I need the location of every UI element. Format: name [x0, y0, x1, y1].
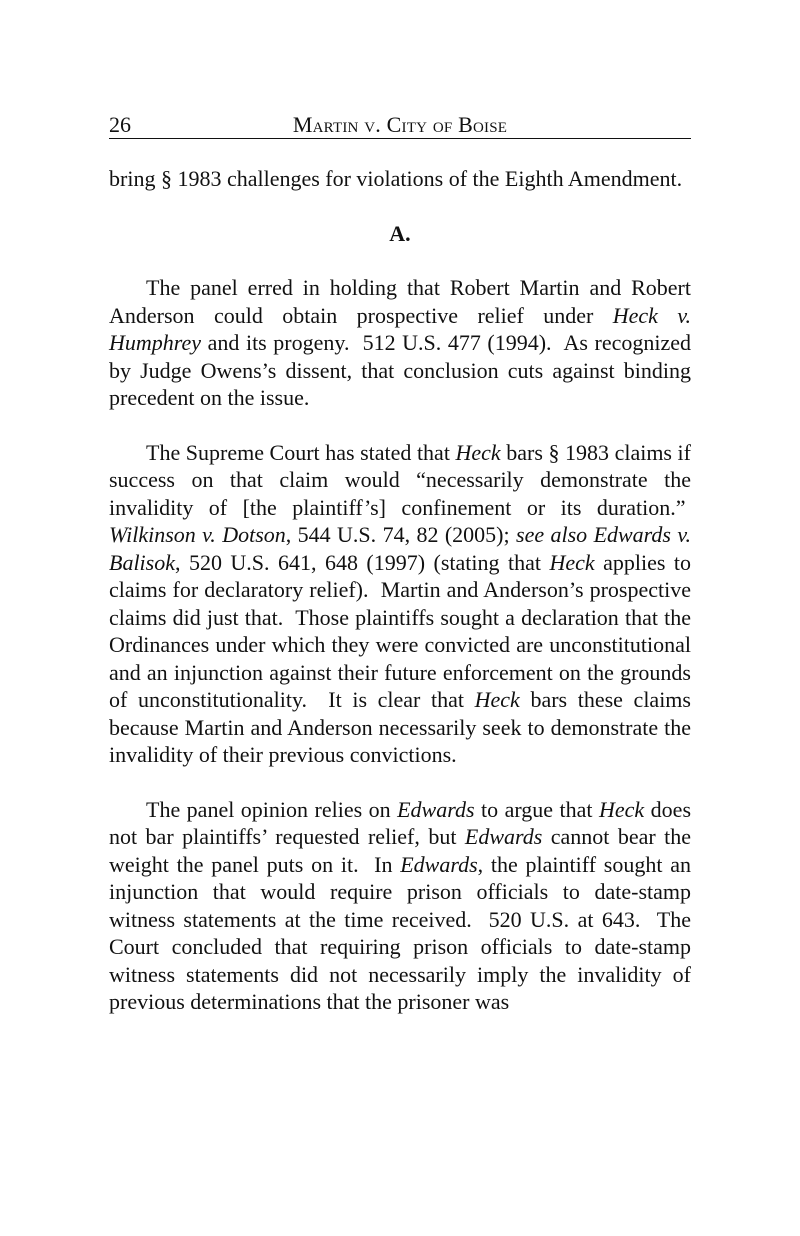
page-header	[109, 110, 691, 139]
body-text	[109, 165, 691, 1016]
section-heading: A.	[389, 220, 411, 246]
paragraph-3: The panel opinion relies on Edwards to argue that Heck does not bar plaintiffs’ requested relief, but Edwards cannot bear the weight the panel puts on it. In Edwards, the plaintiff sought an injunction that would require prison officials to date-stamp witness statements at the time received. 520 U.S. at 643. The Court concluded that requiring prison officials to date-stamp witness statements did not necessarily imply the invalidity of previous determinations that the prisoner was	[109, 796, 692, 1014]
paragraph-2: The Supreme Court has stated that Heck bars § 1983 claims if success on that claim would “necessarily demonstrate the invalidity of [the plaintiff’s] confinement or its duration.” Wilkinson v. Dotson, 544 U.S. 74, 82 (2005); see also Edwards v. Balisok, 520 U.S. 641, 648 (1997) (stating that Heck applies to claims for declaratory relief). Martin and Anderson’s prospective claims did just that. Those plaintiffs sought a declaration that the Ordinances under which they were convicted are unconstitutional and an injunction against their future enforcement on the grounds of unconstitutionality. It is clear that Heck bars these claims because Martin and Anderson necessarily seek to demonstrate the invalidity of their previous convictions.	[109, 439, 692, 767]
paragraph-1: The panel erred in holding that Robert Martin and Robert Anderson could obtain prospective relief under Heck v. Humphrey and its progeny. 512 U.S. 477 (1994). As recognized by Judge Owens’s dissent, that conclusion cuts against binding precedent on the issue.	[109, 275, 691, 410]
continuation-paragraph: bring § 1983 challenges for violations of the Eighth Amendment.	[109, 166, 683, 191]
document-page	[109, 110, 691, 1016]
page-number: 26	[109, 112, 131, 137]
running-title: Martin v. City of Boise	[292, 112, 508, 137]
